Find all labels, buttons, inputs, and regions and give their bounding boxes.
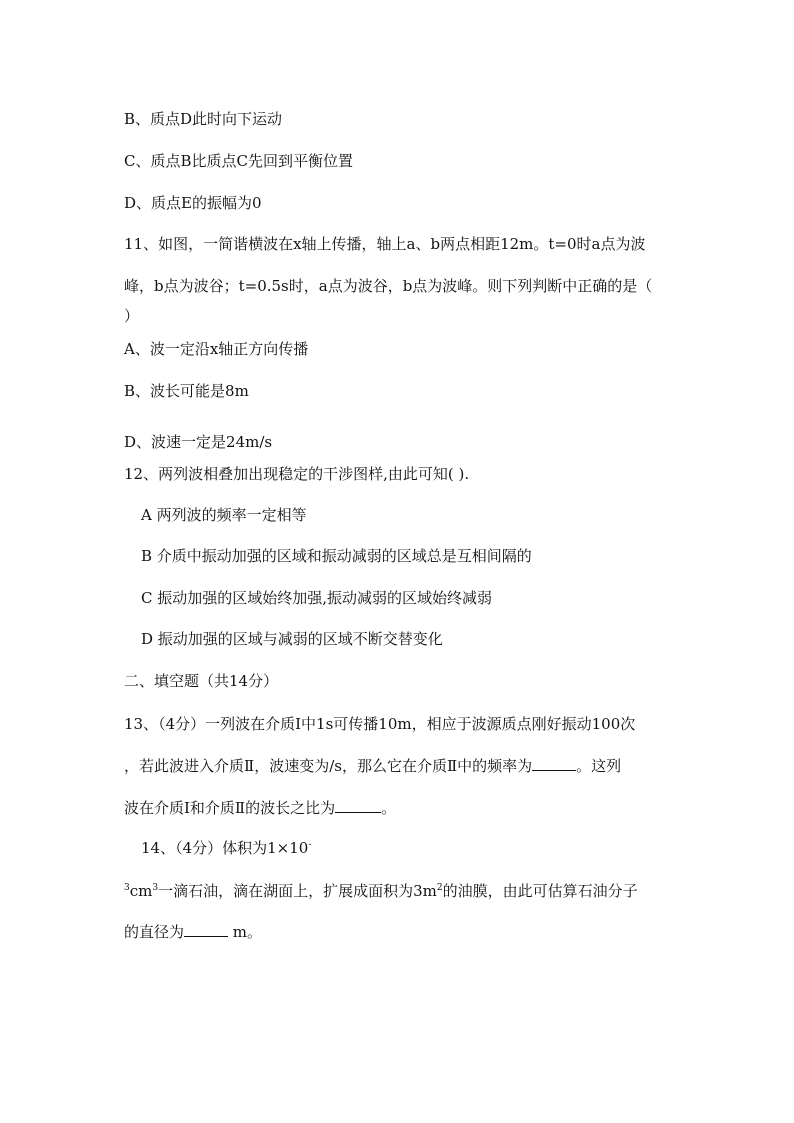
q11-stem-line-2: 峰，b点为波谷；t=0.5s时，a点为波谷，b点为波峰。则下列判断中正确的是（	[124, 277, 653, 295]
q10-option-c: C、质点B比质点C先回到平衡位置	[124, 152, 353, 170]
q13-line-3-tail: 。	[381, 799, 397, 817]
q14-line-3-text: 的直径为	[124, 923, 185, 941]
q14-unit-cube: 3	[152, 883, 159, 893]
q14-line-3-tail: m。	[228, 923, 263, 941]
q13-line-2	[124, 756, 621, 776]
q13-line-1: 13、（4分）一列波在介质Ⅰ中1s可传播10m，相应于波源质点刚好振动100次	[124, 715, 636, 733]
q14-line-3	[124, 922, 262, 942]
q10-option-b: B、质点D此时向下运动	[124, 110, 283, 128]
q13-line-2-tail: 。这列	[576, 757, 622, 775]
q13-wavelength-ratio-blank[interactable]	[335, 798, 381, 813]
q14-unit-square: 2	[436, 883, 443, 893]
q12-option-b: B 介质中振动加强的区域和振动减弱的区域总是互相间隔的	[141, 547, 532, 565]
q11-stem-line-1: 11、如图，一简谐横波在x轴上传播，轴上a、b两点相距12m。t=0时a点为波	[124, 235, 646, 253]
q11-stem-line-3: ）	[124, 307, 140, 325]
q14-line-1	[141, 838, 311, 858]
q12-option-a: A 两列波的频率一定相等	[141, 506, 307, 524]
q14-line-1-text: 14、（4分）体积为1×10	[141, 839, 309, 857]
q11-option-b: B、波长可能是8m	[124, 382, 249, 400]
q14-line-2-tail: 的油膜，由此可估算石油分子	[442, 882, 638, 900]
q13-line-2-text: ，若此波进入介质Ⅱ，波速变为/s，那么它在介质Ⅱ中的频率为	[124, 757, 533, 775]
q14-unit-cm: cm	[129, 882, 153, 900]
q13-line-3	[124, 798, 396, 818]
q11-option-d: D、波速一定是24m/s	[124, 433, 273, 451]
q12-option-c: C 振动加强的区域始终加强,振动减弱的区域始终减弱	[141, 589, 493, 607]
q14-exponent-sign: -	[308, 840, 312, 850]
q14-exponent-digit: 3	[124, 883, 130, 893]
q12-stem: 12、两列波相叠加出现稳定的干涉图样,由此可知( ).	[124, 465, 470, 483]
q10-option-d: D、质点E的振幅为0	[124, 194, 262, 212]
q12-option-d: D 振动加强的区域与减弱的区域不断交替变化	[141, 630, 443, 648]
q11-option-a: A、波一定沿x轴正方向传播	[124, 340, 309, 358]
q13-frequency-blank[interactable]	[532, 756, 576, 771]
q14-line-2-text: 一滴石油，滴在湖面上，扩展成面积为3m	[158, 882, 437, 900]
q13-line-3-text: 波在介质Ⅰ和介质Ⅱ的波长之比为	[124, 799, 336, 817]
section-heading-fill-in: 二、填空题（共14分）	[124, 672, 279, 690]
q14-line-2	[124, 881, 638, 901]
q14-diameter-blank[interactable]	[184, 922, 228, 937]
